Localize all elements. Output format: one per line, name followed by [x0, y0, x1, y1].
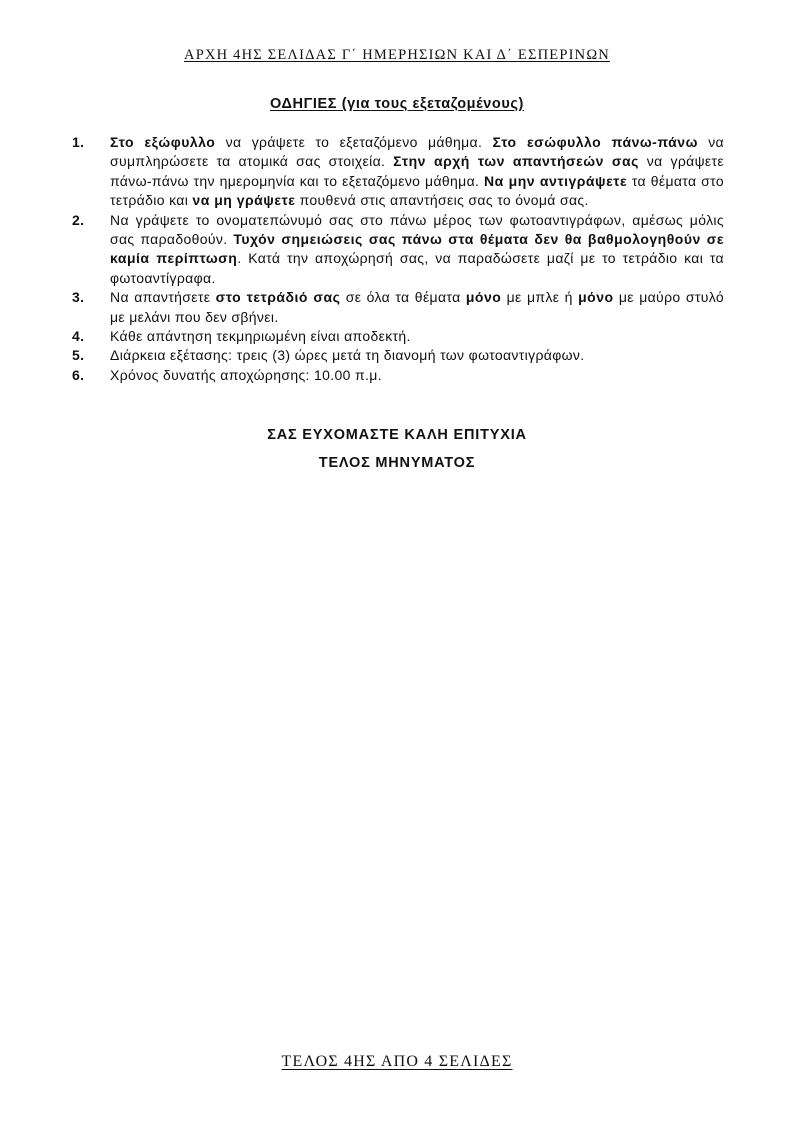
closing-wish: ΣΑΣ ΕΥΧΟΜΑΣΤΕ ΚΑΛΗ ΕΠΙΤΥΧΙΑ	[267, 427, 527, 443]
instruction-text: Διάρκεια εξέτασης: τρεις (3) ώρες μετά τη διανομή των φωτοαντιγράφων.	[110, 347, 585, 364]
instruction-item	[72, 366, 724, 385]
instructions-title-text: ΟΔΗΓΙΕΣ (για τους εξεταζομένους)	[270, 96, 524, 112]
instruction-emphasis: Στην αρχή των απαντήσεών σας	[393, 153, 639, 170]
instruction-emphasis: μόνο	[578, 289, 614, 306]
instruction-item	[72, 133, 724, 211]
instructions-title	[0, 96, 794, 112]
instruction-emphasis: Στο εσώφυλλο πάνω-πάνω	[492, 134, 698, 150]
instruction-text: Κάθε απάντηση τεκμηριωμένη είναι αποδεκτή.	[110, 328, 411, 345]
instruction-text: με μπλε ή	[501, 289, 579, 306]
instruction-emphasis: μόνο	[465, 289, 502, 306]
instruction-list	[72, 133, 724, 385]
instruction-emphasis: Να μην αντιγράψετε	[484, 172, 628, 189]
instruction-text: τα θέματα στο τετράδιο και	[110, 172, 724, 209]
instruction-number: 3.	[72, 289, 85, 306]
instruction-number: 2.	[72, 211, 85, 228]
page-header-text: ΑΡΧΗ 4ΗΣ ΣΕΛΙΔΑΣ Γ΄ ΗΜΕΡΗΣΙΩΝ ΚΑΙ Δ΄ ΕΣΠΕΡΙΝΩΝ	[184, 47, 610, 63]
page-footer	[0, 1053, 794, 1071]
instruction-item	[72, 288, 724, 327]
instruction-text: . Κατά την αποχώρησή σας, να παραδώσετε μαζί με το τετράδιο και τα φωτοαντίγραφα.	[110, 250, 724, 286]
instruction-number: 6.	[72, 366, 85, 383]
instruction-text: σε όλα τα θέματα	[340, 289, 466, 306]
instruction-text: πουθενά στις απαντήσεις σας το όνομά σας.	[295, 192, 589, 209]
instruction-number: 1.	[72, 134, 85, 150]
instruction-text: να γράψετε πάνω-πάνω την ημερομηνία και το εξεταζόμενο μάθημα.	[110, 153, 724, 189]
instruction-text: Χρόνος δυνατής αποχώρησης: 10.00 π.μ.	[110, 366, 382, 383]
instruction-item	[72, 327, 724, 346]
page-header	[0, 47, 794, 64]
instruction-text: να γράψετε το εξεταζόμενο μάθημα.	[215, 134, 493, 150]
instruction-number: 5.	[72, 347, 85, 364]
page-footer-text: ΤΕΛΟΣ 4ΗΣ ΑΠΟ 4 ΣΕΛΙΔΕΣ	[281, 1053, 513, 1070]
instruction-emphasis: στο τετράδιό σας	[215, 289, 341, 306]
instruction-emphasis: Τυχόν σημειώσεις σας πάνω στα θέματα δεν θα βαθμολογηθούν σε καμία περίπτωση	[110, 231, 724, 267]
end-message: ΤΕΛΟΣ ΜΗΝΥΜΑΤΟΣ	[318, 455, 476, 471]
instruction-text: με μαύρο στυλό με μελάνι που δεν σβήνει.	[110, 289, 724, 325]
instruction-text: να συμπληρώσετε τα ατομικά σας στοιχεία.	[110, 134, 724, 170]
instruction-emphasis: να μη γράψετε	[192, 192, 296, 209]
instruction-text: Να απαντήσετε	[110, 289, 216, 306]
instruction-item	[72, 211, 724, 289]
instruction-number: 4.	[72, 328, 85, 345]
instruction-item	[72, 346, 724, 365]
instruction-emphasis: Στο εξώφυλλο	[110, 134, 216, 150]
instruction-text: Να γράψετε το ονοματεπώνυμό σας στο πάνω μέρος των φωτοαντιγράφων, αμέσως μόλις σας παραδοθούν.	[110, 211, 724, 248]
